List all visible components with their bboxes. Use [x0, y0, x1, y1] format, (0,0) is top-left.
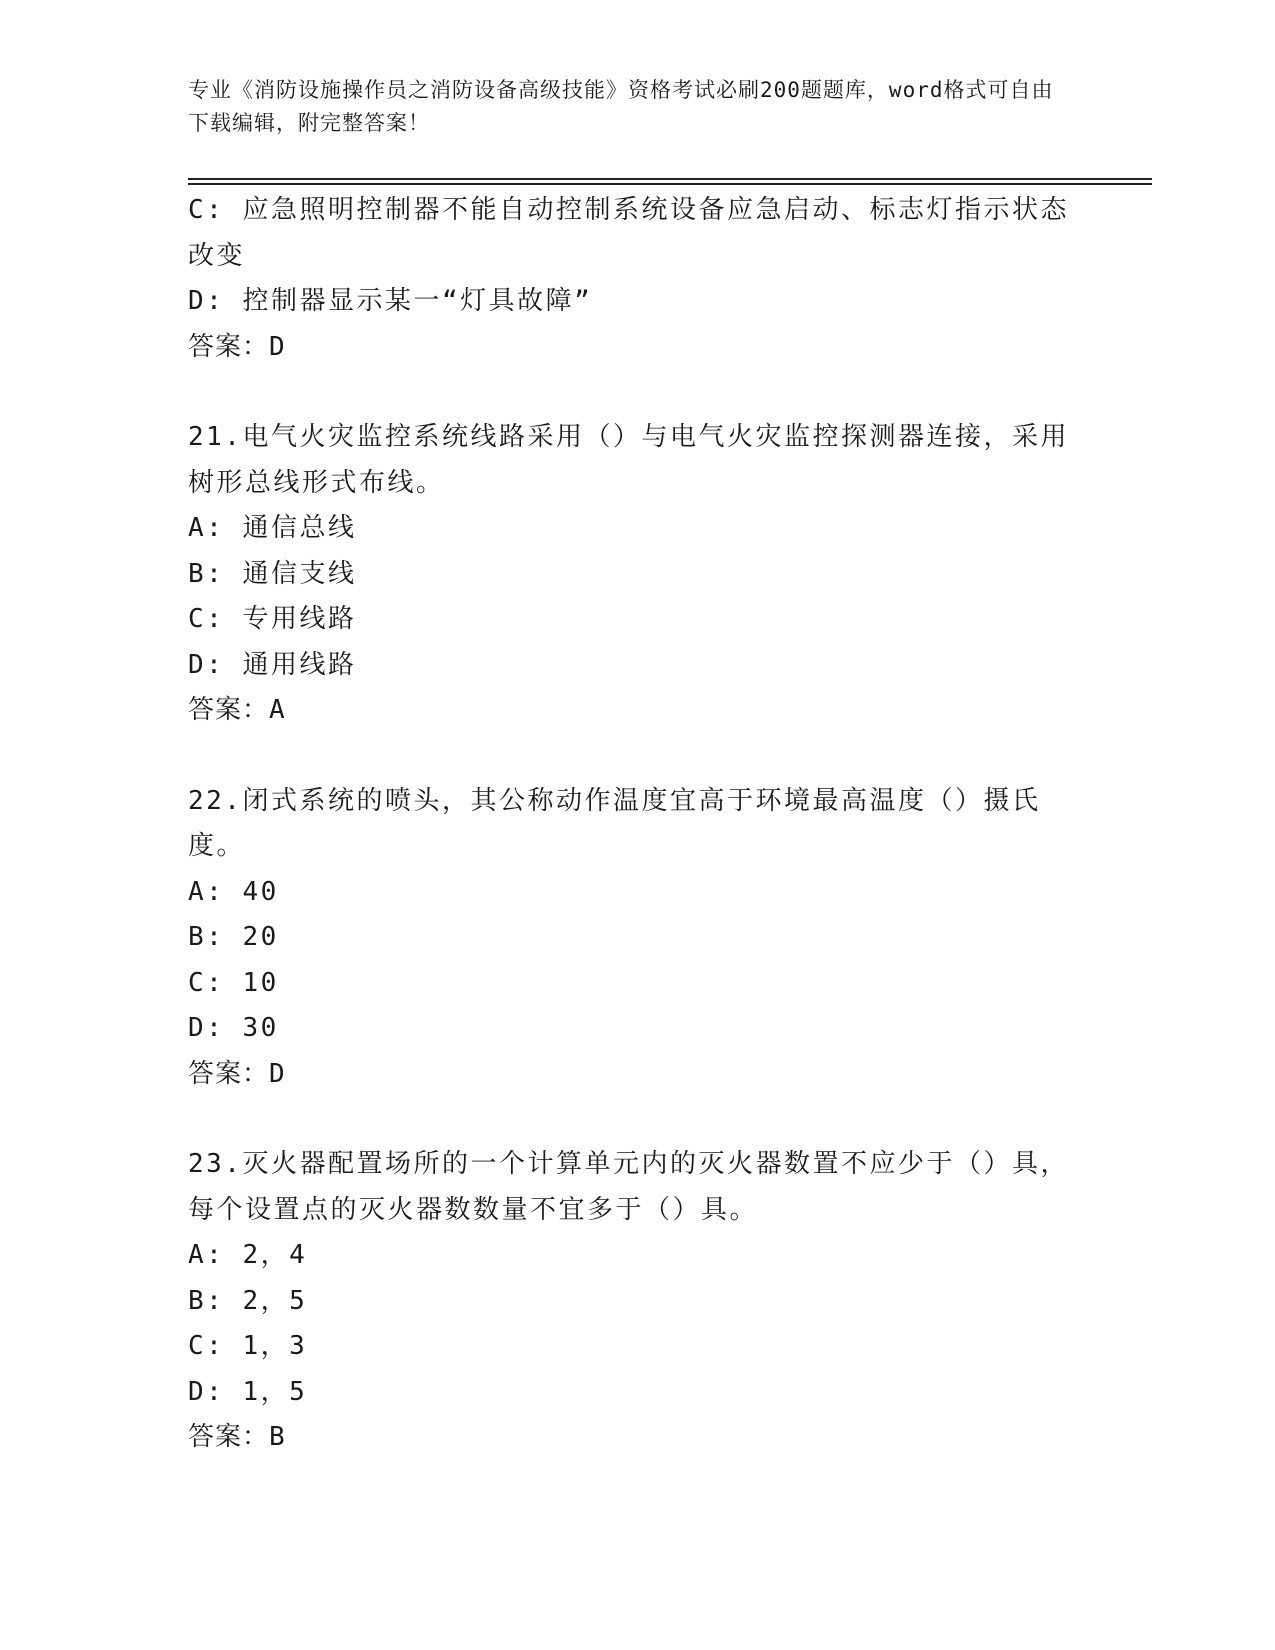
- option-c: C: 10: [188, 967, 279, 998]
- header-divider-bottom: [188, 183, 1152, 185]
- answer: 答案：B: [188, 1422, 286, 1452]
- question-21: [188, 415, 1088, 734]
- option-d: D: 1，5: [188, 1376, 308, 1407]
- document-header: [188, 74, 1068, 140]
- option-a: A: 2，4: [188, 1240, 308, 1270]
- option-c: C: 1，3: [188, 1331, 308, 1361]
- header-text: 专业《消防设施操作员之消防设备高级技能》资格考试必刷200题题库，word格式可自由下载编辑，附完整答案！: [188, 78, 1054, 135]
- question-stem: 21.电气火灾监控系统线路采用（）与电气火灾监控探测器连接，采用树形总线形式布线。: [188, 422, 1069, 498]
- answer: 答案：D: [188, 331, 286, 362]
- option-d: D: 30: [188, 1013, 279, 1043]
- spacer: [188, 1097, 1088, 1142]
- option-a: A: 通信总线: [188, 513, 357, 543]
- option-b: B: 20: [188, 922, 279, 952]
- spacer: [188, 370, 1088, 415]
- option-c: C: 专用线路: [188, 604, 357, 634]
- option-d: D: 控制器显示某一“灯具故障”: [188, 286, 593, 316]
- option-b: B: 2，5: [188, 1285, 308, 1316]
- question-content: [188, 188, 1088, 1461]
- header-divider-top: [188, 178, 1152, 180]
- question-22: [188, 779, 1088, 1098]
- option-b: B: 通信支线: [188, 558, 357, 589]
- previous-question-tail: [188, 188, 1088, 370]
- question-stem: 23.灭火器配置场所的一个计算单元内的灭火器数置不应少于（）具，每个设置点的灭火器数数量不宜多于（）具。: [188, 1149, 1069, 1225]
- answer: 答案：A: [188, 695, 286, 725]
- option-d: D: 通用线路: [188, 649, 357, 680]
- answer: 答案：D: [188, 1058, 286, 1089]
- option-c: C: 应急照明控制器不能自动控制系统设备应急启动、标志灯指示状态改变: [188, 195, 1069, 271]
- option-a: A: 40: [188, 876, 279, 907]
- question-stem: 22.闭式系统的喷头，其公称动作温度宜高于环境最高温度（）摄氏度。: [188, 785, 1041, 861]
- question-23: [188, 1142, 1088, 1461]
- spacer: [188, 734, 1088, 779]
